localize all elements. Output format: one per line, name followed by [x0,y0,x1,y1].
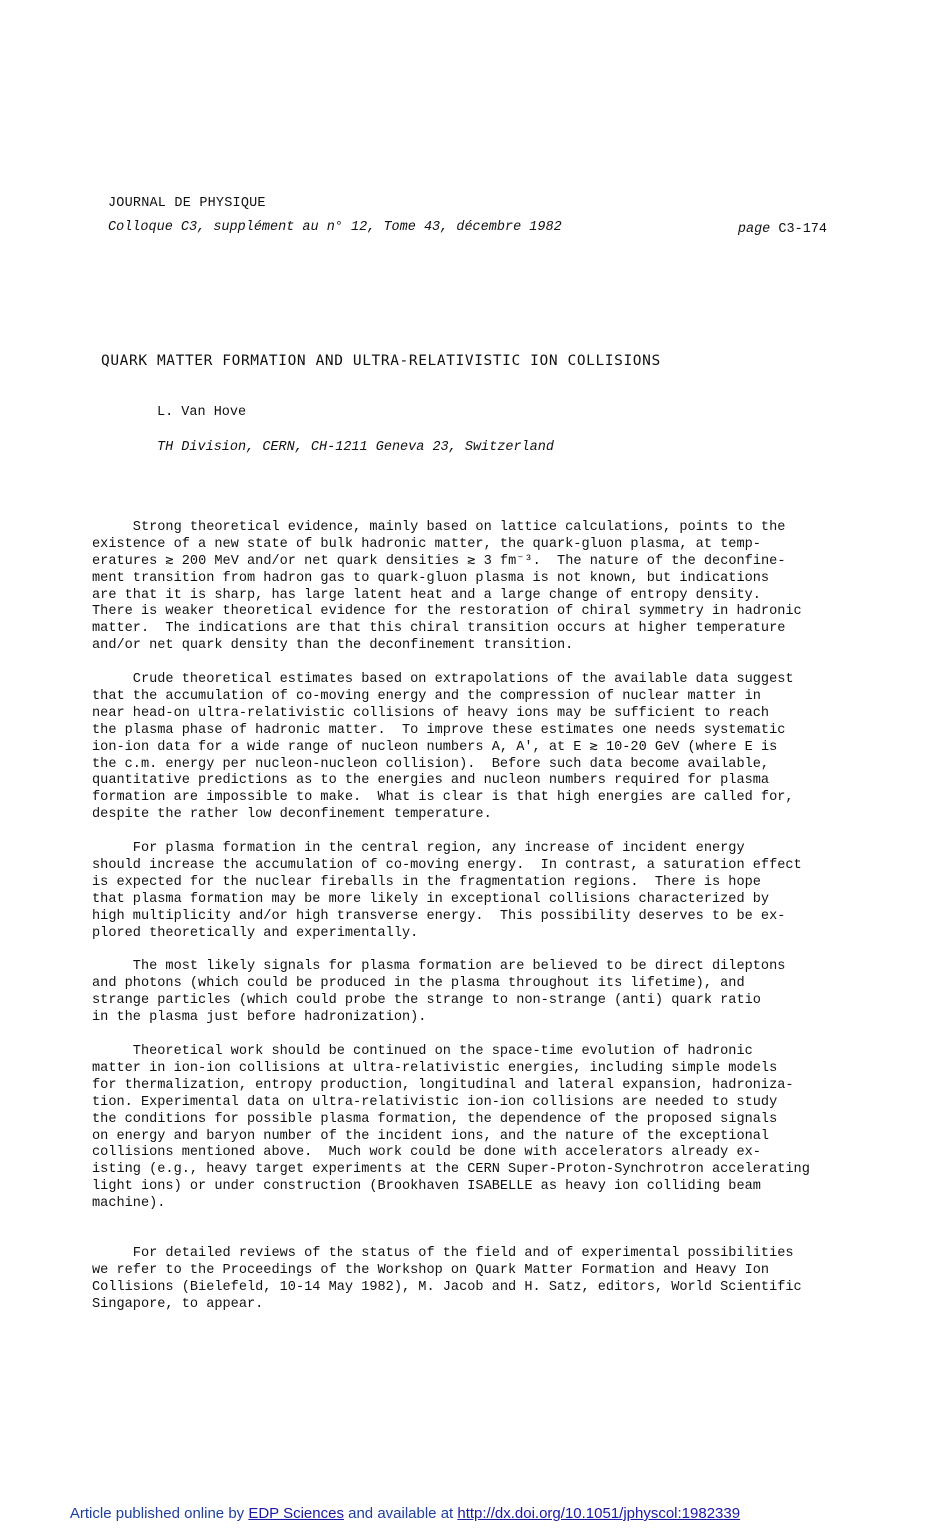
text-line: plored theoretically and experimentally. [92,925,419,941]
text-line: the c.m. energy per nucleon-nucleon collision). Before such data become available, [92,756,770,772]
publisher-link[interactable]: EDP Sciences [248,1505,344,1522]
text-line: ion-ion data for a wide range of nucleon numbers A, A', at E ≳ 10-20 GeV (where E is [92,739,778,755]
page-number-value: C3-174 [778,222,827,237]
journal-name: JOURNAL DE PHYSIQUE [108,196,266,211]
text-line: existence of a new state of bulk hadronic matter, the quark-gluon plasma, at temp- [92,536,761,552]
text-line: The most likely signals for plasma formation are believed to be direct dileptons [92,959,786,975]
text-line: formation are impossible to make. What is clear is that high energies are called for, [92,790,794,806]
text-line: should increase the accumulation of co-moving energy. In contrast, a saturation effect [92,858,802,874]
text-line: Crude theoretical estimates based on extrapolations of the available data suggest [92,672,794,688]
paragraph [92,959,872,1027]
paragraph [92,1044,872,1213]
text-line: collisions mentioned above. Much work could be done with accelerators already ex- [92,1145,761,1161]
paragraph [92,841,872,942]
text-line: Collisions (Bielefeld, 10-14 May 1982), M. Jacob and H. Satz, editors, World Scientific [92,1279,802,1295]
text-line: machine). [92,1196,166,1212]
text-line: that the accumulation of co-moving energy and the compression of nuclear matter in [92,689,761,705]
page-label: page [737,222,771,237]
text-line: that plasma formation may be more likely in exceptional collisions characterized by [92,891,770,907]
footer-middle: and available at [343,1505,458,1522]
text-line: tion. Experimental data on ultra-relativistic ion-ion collisions are needed to study [92,1094,778,1110]
text-line: quantitative predictions as to the energies and nucleon numbers required for plasma [92,773,770,789]
text-line: in the plasma just before hadronization). [92,1010,427,1026]
footer-prefix: Article published online by [69,1505,249,1522]
colloque-citation: Colloque C3, supplément au n° 12, Tome 43, décembre 1982 [108,220,562,235]
text-line: the plasma phase of hadronic matter. To improve these estimates one needs systematic [92,722,786,738]
text-line: isting (e.g., heavy target experiments at the CERN Super-Proton-Synchrotron accelerating [92,1162,810,1178]
publication-footer [0,1505,810,1522]
text-line: Strong theoretical evidence, mainly based on lattice calculations, points to the [92,520,786,535]
text-line: we refer to the Proceedings of the Workshop on Quark Matter Formation and Heavy Ion [92,1262,770,1278]
text-line: and photons (which could be produced in the plasma throughout its lifetime), and [92,976,745,992]
author: L. Van Hove [157,405,247,420]
text-line: for thermalization, entropy production, longitudinal and lateral expansion, hadroniza- [92,1077,794,1093]
paragraph [92,1246,872,1314]
text-line: ment transition from hadron gas to quark-gluon plasma is not known, but indications [92,570,770,586]
text-line: the conditions for possible plasma formation, the dependence of the proposed signals [92,1111,778,1127]
text-line: strange particles (which could probe the strange to non-strange (anti) quark ratio [92,993,761,1009]
text-line: For detailed reviews of the status of the field and of experimental possibilities [92,1245,794,1261]
affiliation: TH Division, CERN, CH-1211 Geneva 23, Switzerland [157,440,554,455]
paragraph [92,520,872,655]
text-line: There is weaker theoretical evidence for the restoration of chiral symmetry in hadronic [92,604,802,620]
text-line: light ions) or under construction (Brookhaven ISABELLE as heavy ion colliding beam [92,1179,761,1195]
text-line: near head-on ultra-relativistic collisions of heavy ions may be sufficient to reach [92,705,770,721]
text-line: For plasma formation in the central region, any increase of incident energy [92,841,745,857]
abstract-body [92,520,872,1331]
text-line: is expected for the nuclear fireballs in the fragmentation regions. There is hope [92,874,761,890]
text-line: despite the rather low deconfinement temperature. [92,807,492,823]
text-line: matter. The indications are that this chiral transition occurs at higher temperature [92,621,786,637]
page-number [738,222,827,237]
text-line: and/or net quark density than the deconfinement transition. [92,638,574,654]
paragraph [92,672,872,824]
text-line: are that it is sharp, has large latent heat and a large change of entropy density. [92,587,761,603]
text-line: high multiplicity and/or high transverse energy. This possibility deserves to be ex- [92,908,786,924]
text-line: on energy and baryon number of the incident ions, and the nature of the exceptional [92,1128,770,1144]
paper-title: QUARK MATTER FORMATION AND ULTRA-RELATIVISTIC ION COLLISIONS [101,353,661,369]
doi-link[interactable]: http://dx.doi.org/10.1051/jphyscol:1982339 [457,1505,741,1522]
text-line: Theoretical work should be continued on the space-time evolution of hadronic [92,1044,753,1060]
text-line: matter in ion-ion collisions at ultra-relativistic energies, including simple models [92,1060,778,1076]
text-line: Singapore, to appear. [92,1296,264,1312]
text-line: eratures ≳ 200 MeV and/or net quark densities ≳ 3 fm⁻³. The nature of the deconfine- [92,553,786,569]
